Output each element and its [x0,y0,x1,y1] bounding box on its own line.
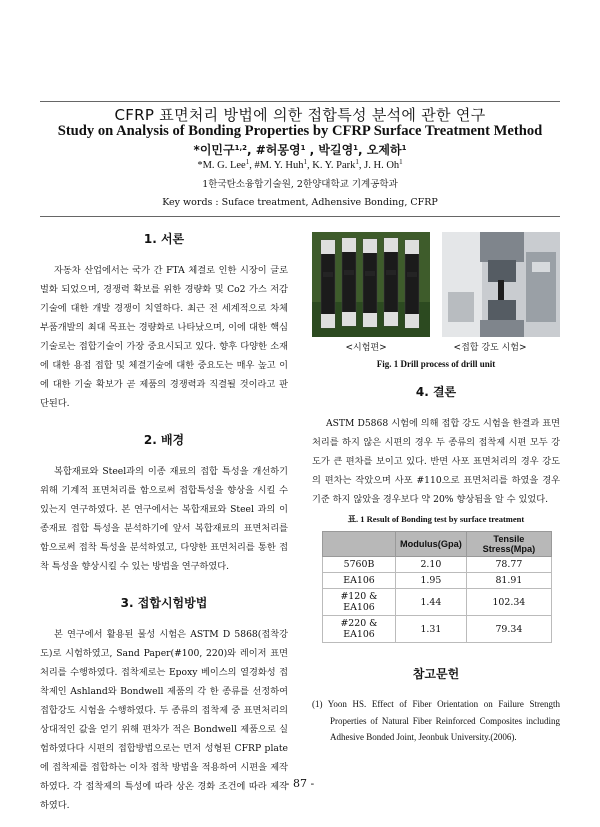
row-stress: 81.91 [466,573,551,589]
title-english: Study on Analysis of Bonding Properties by CFRP Surface Treatment Method [57,123,543,139]
row-label: 5760B [323,557,396,573]
title-korean: CFRP 표면처리 방법에 의한 접합특성 분석에 관한 연구 [114,106,486,124]
section-4-text: ASTM D5868 시험에 의해 접합 강도 시험을 한결과 표면처리를 하지 않은 시편의 경우 두 종류의 접착제 시편 모두 강도가 큰 편차를 보이고 있다. 반면 사포 표면처리의 경우 강도의 편차는 작았으며 사포 #110으로 표면처리를 하였을 경우 기준 하지 않았을 경우보다 약 20% 향상됨을 알 수 있었다. [312,418,560,505]
figure-photos [312,232,560,337]
header-modulus: Modulus(Gpa) [396,532,467,557]
top-rule [40,101,560,102]
row-label: #120 & EA106 [323,589,396,616]
bonding-test-photo [442,232,560,337]
table-caption: 표. 1 Result of Bonding test by surface treatment [347,514,525,524]
authors-korean: *이민구$^{1,2}$, #허몽영$^1$ , 박길영$^1$, 오제하$^1$ [193,143,407,157]
specimen-photo [312,232,430,337]
header-blank [323,532,396,557]
keywords-rule [40,216,560,217]
table-row [323,573,552,589]
results-table [322,531,552,643]
header-tensile-stress: Tensile Stress(Mpa) [466,532,551,557]
reference-1: (1) Yoon HS. Effect of Fiber Orientation on Failure Strength Properties of Natural Fiber Reinforced Composites including Adhesive Bonded Joint, Jeonbuk University.(2006). [312,699,560,742]
row-modulus: 1.44 [396,589,467,616]
row-label: EA106 [323,573,396,589]
test-machine-image [442,232,560,337]
section-2-text: 복합재료와 Steel과의 이종 재료의 접합 특성을 개선하기 위해 기계적 표면처리를 함으로써 접합특성을 향상을 시킬 수 있는지 연구하였다. 본 연구에서는 복합재료와 Steel 과의 이종재료 접합 특성을 분석하기에 앞서 복합재료의 표면처리를 함으로써 접착 특성을 분석하였고, 다양한 표면처리를 통한 접착 특성을 향상시킬 수 있는 방법을 연구하였다. [40,466,288,572]
left-column [40,220,288,815]
row-stress: 79.34 [466,616,551,643]
table-row [323,557,552,573]
caption-specimen: <시험편> [345,343,387,353]
section-2-heading: 2. 배경 [143,433,185,447]
authors-english: *M. G. Lee$^1$, #M. Y. Huh$^1$, K. Y. Park$^1$, J. H. Oh$^1$ [197,158,403,171]
affiliation: 1한국탄소융합기술원, 2한양대학교 기계공학과 [202,179,398,190]
table-header-row [323,532,552,557]
table-row [323,589,552,616]
row-stress: 102.34 [466,589,551,616]
row-modulus: 1.95 [396,573,467,589]
row-stress: 78.77 [466,557,551,573]
section-4-heading: 4. 결론 [415,385,457,399]
section-1-text: 자동차 산업에서는 국가 간 FTA 체결로 인한 시장이 글로벌화 되었으며, 경쟁력 확보를 위한 경량화 및 Co2 가스 저감기술에 대한 개발 경쟁이 치열하다. 최근 전 세계적으로 차체 부품개발의 최대 목표는 경량화로 나타났으며, 이에 대한 핵심 기술로는 접합기술이 가장 중요시되고 있다. 향후 다양한 소재에 대한 용접 접합 및 체결기술에 대한 중요도는 매우 높고 이에 대한 기술 확보가 곧 제품의 경쟁력과 직결될 것이라고 판단된다. [40,265,288,409]
section-3-heading: 3. 접합시험방법 [120,596,208,610]
caption-test: <접합 강도 시험> [453,343,527,353]
row-modulus: 2.10 [396,557,467,573]
figure-caption: Fig. 1 Drill process of drill unit [376,359,496,369]
references-heading: 참고문헌 [412,667,460,681]
row-label: #220 & EA106 [323,616,396,643]
section-3-text: 본 연구에서 활용된 물성 시험은 ASTM D 5868(접착강도)로 시험하였고, Sand Paper(#100, 220)와 레이저 표면처리를 수행하였다. 접착제로는 Epoxy 베이스의 열경화성 접착제인 Ashland와 Bondwell 제품의 각 한 종류를 선정하여 접합강도 시험을 수행하였다. 두 종류의 접착제 중 표면처리의 상대적인 값을 얻기 위해 편차가 적은 Bondwell 제품으로 실험하였다다 시편의 접합방법으로는 먼저 성형된 CFRP plate에 접착제를 접합하는 이차 접착 방법을 적용하여 시편을 제작하였다. 각 접착제의 특성에 따라 상온 경화 조건에 따라 제작하였다. [40,629,288,811]
row-modulus: 1.31 [396,616,467,643]
specimen-image [312,232,430,337]
page-number: - 87 - [285,777,315,790]
figure-subcaptions [312,340,560,353]
table-row [323,616,552,643]
keywords: Key words : Suface treatment, Adhensive Bonding, CFRP [162,197,438,208]
right-column [312,220,560,746]
section-1-heading: 1. 서론 [143,232,185,246]
